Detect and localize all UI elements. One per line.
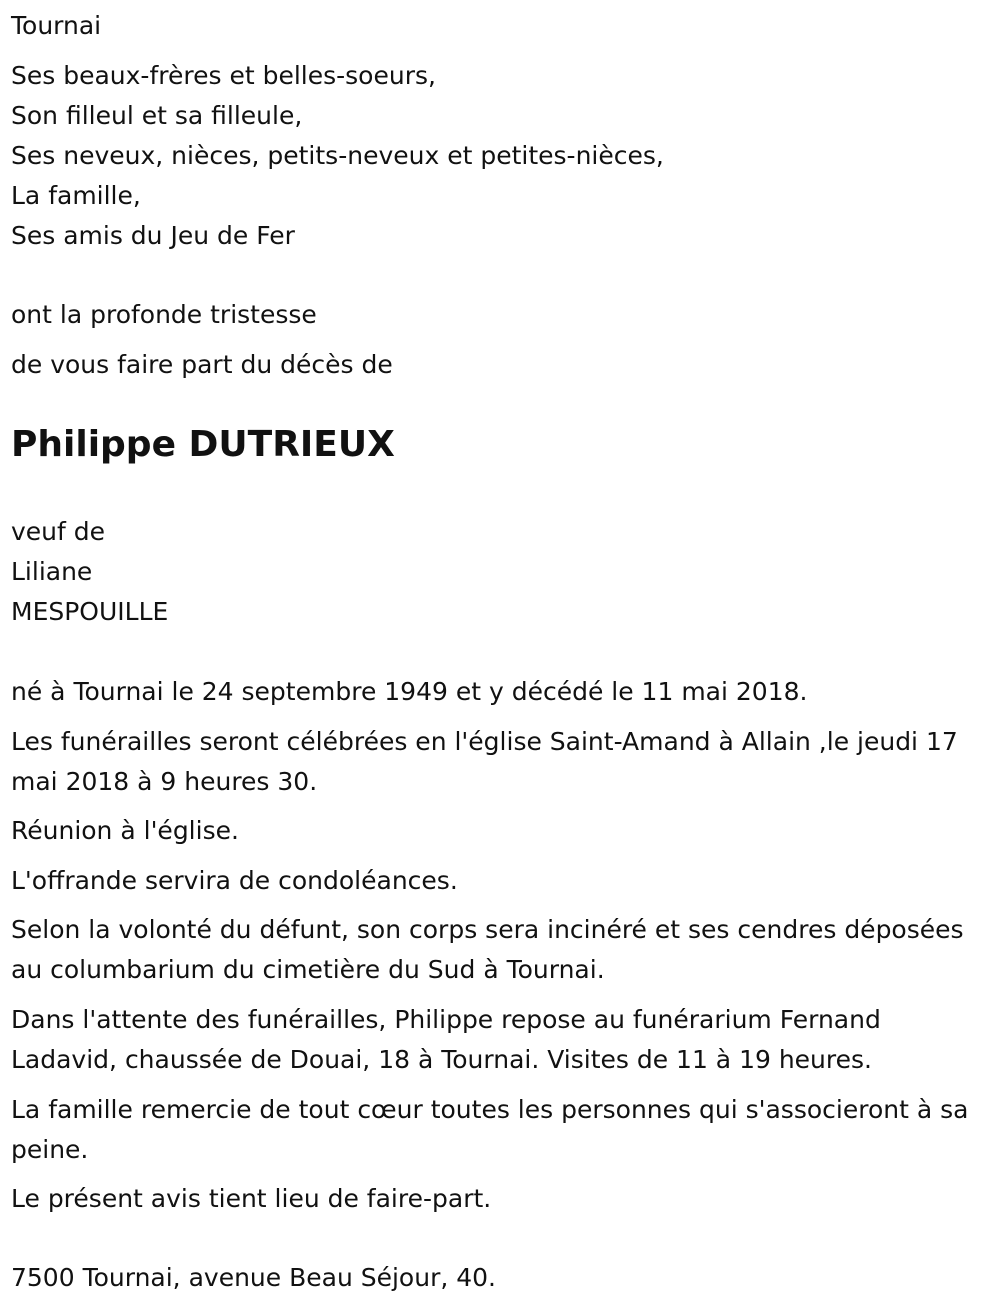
spouse-block [11,512,168,632]
announcement-line-1: ont la profonde tristesse [11,300,317,329]
meeting-paragraph: Réunion à l'église. [11,816,239,845]
birth-death-paragraph: né à Tournai le 24 septembre 1949 et y décédé le 11 mai 2018. [11,677,808,706]
offering-paragraph: L'offrande servira de condoléances. [11,866,458,895]
family-line: La famille, [11,181,141,210]
funeral-paragraph: Les funérailles seront célébrées en l'église Saint-Amand à Allain ,le jeudi 17 mai 2018 à 9 heures 30. [11,727,958,796]
spouse-first-name: Liliane [11,557,93,586]
thanks-paragraph: La famille remercie de tout cœur toutes les personnes qui s'associeront à sa peine. [11,1095,969,1164]
family-line: Son filleul et sa filleule, [11,101,303,130]
family-line: Ses beaux-frères et belles-soeurs, [11,61,436,90]
family-line: Ses amis du Jeu de Fer [11,221,295,250]
spouse-relation: veuf de [11,517,106,546]
family-line: Ses neveux, nièces, petits-neveux et petites-nièces, [11,141,664,170]
spouse-last-name: MESPOUILLE [11,597,169,626]
cremation-paragraph: Selon la volonté du défunt, son corps sera incinéré et ses cendres déposées au columbarium du cimetière du Sud à Tournai. [11,915,964,984]
deceased-name: Philippe DUTRIEUX [11,424,395,465]
family-list [11,56,664,256]
announcement-line-2: de vous faire part du décès de [11,350,393,379]
notice-paragraph: Le présent avis tient lieu de faire-part. [11,1184,492,1213]
visitation-paragraph: Dans l'attente des funérailles, Philippe repose au funérarium Fernand Ladavid, chaussée de Douai, 18 à Tournai. Visites de 11 à 19 heures. [11,1005,881,1074]
location: Tournai [11,11,102,40]
address: 7500 Tournai, avenue Beau Séjour, 40. [11,1263,496,1292]
